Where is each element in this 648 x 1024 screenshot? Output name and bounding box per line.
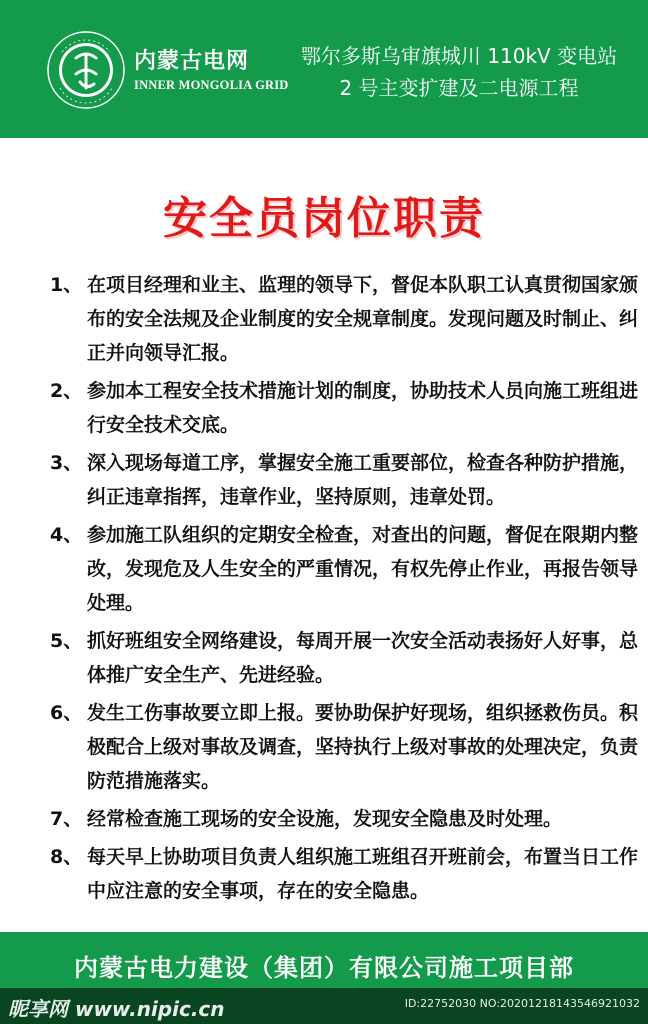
duty-text: 每天早上协助项目负责人组织施工班组召开班前会，布置当日工作中应注意的安全事项，存在的安全隐患。	[87, 846, 639, 902]
brand-name-cn: 内蒙古电网	[134, 49, 250, 74]
project-name-line1: 鄂尔多斯乌审旗城川 110kV 变电站	[300, 44, 618, 68]
duty-list	[50, 268, 640, 912]
duty-item	[50, 624, 640, 692]
duty-number: 1、	[50, 274, 83, 296]
duty-number: 3、	[50, 452, 83, 474]
duty-number: 8、	[50, 846, 83, 868]
duty-number: 6、	[50, 702, 83, 724]
duty-item	[50, 840, 640, 908]
duty-text: 发生工伤事故要立即上报。要协助保护好现场，组织拯救伤员。积极配合上级对事故及调查，坚持执行上级对事故的处理决定，负责防范措施落实。	[87, 702, 639, 792]
brand-name-en: INNER MONGOLIA GRID	[134, 78, 289, 92]
duty-number: 7、	[50, 808, 83, 830]
inner-mongolia-grid-logo-icon	[46, 30, 126, 110]
duty-text: 参加施工队组织的定期安全检查，对查出的问题，督促在限期内整改，发现危及人生安全的严重情况，有权先停止作业，再报告领导处理。	[87, 524, 639, 614]
duty-text: 抓好班组安全网络建设，每周开展一次安全活动表扬好人好事，总体推广安全生产、先进经验。	[87, 630, 639, 686]
duty-number: 5、	[50, 630, 83, 652]
duty-item	[50, 802, 640, 836]
watermark-id: ID:22752030 NO:20201218143546921032	[404, 997, 640, 1010]
duty-text: 深入现场每道工序，掌握安全施工重要部位，检查各种防护措施，纠正违章指挥，违章作业，坚持原则，违章处罚。	[87, 452, 639, 508]
watermark-logo: 昵享网 www.nipic.cn	[8, 997, 225, 1021]
footer-company-name: 内蒙古电力建设（集团）有限公司施工项目部	[74, 954, 574, 982]
duty-number: 4、	[50, 524, 83, 546]
page-title: 安全员岗位职责	[163, 193, 485, 244]
duty-item	[50, 446, 640, 514]
duty-item	[50, 374, 640, 442]
duty-item	[50, 518, 640, 620]
project-name	[280, 40, 638, 104]
duty-item	[50, 696, 640, 798]
duty-text: 在项目经理和业主、监理的领导下，督促本队职工认真贯彻国家颁布的安全法规及企业制度的安全规章制度。发现问题及时制止、纠正并向领导汇报。	[87, 274, 639, 364]
duty-text: 经常检查施工现场的安全设施，发现安全隐患及时处理。	[87, 808, 563, 830]
duty-text: 参加本工程安全技术措施计划的制度，协助技术人员向施工班组进行安全技术交底。	[87, 380, 639, 436]
header-banner	[0, 0, 648, 138]
duty-item	[50, 268, 640, 370]
duty-number: 2、	[50, 380, 83, 402]
project-name-line2: 2 号主变扩建及二电源工程	[339, 76, 579, 100]
